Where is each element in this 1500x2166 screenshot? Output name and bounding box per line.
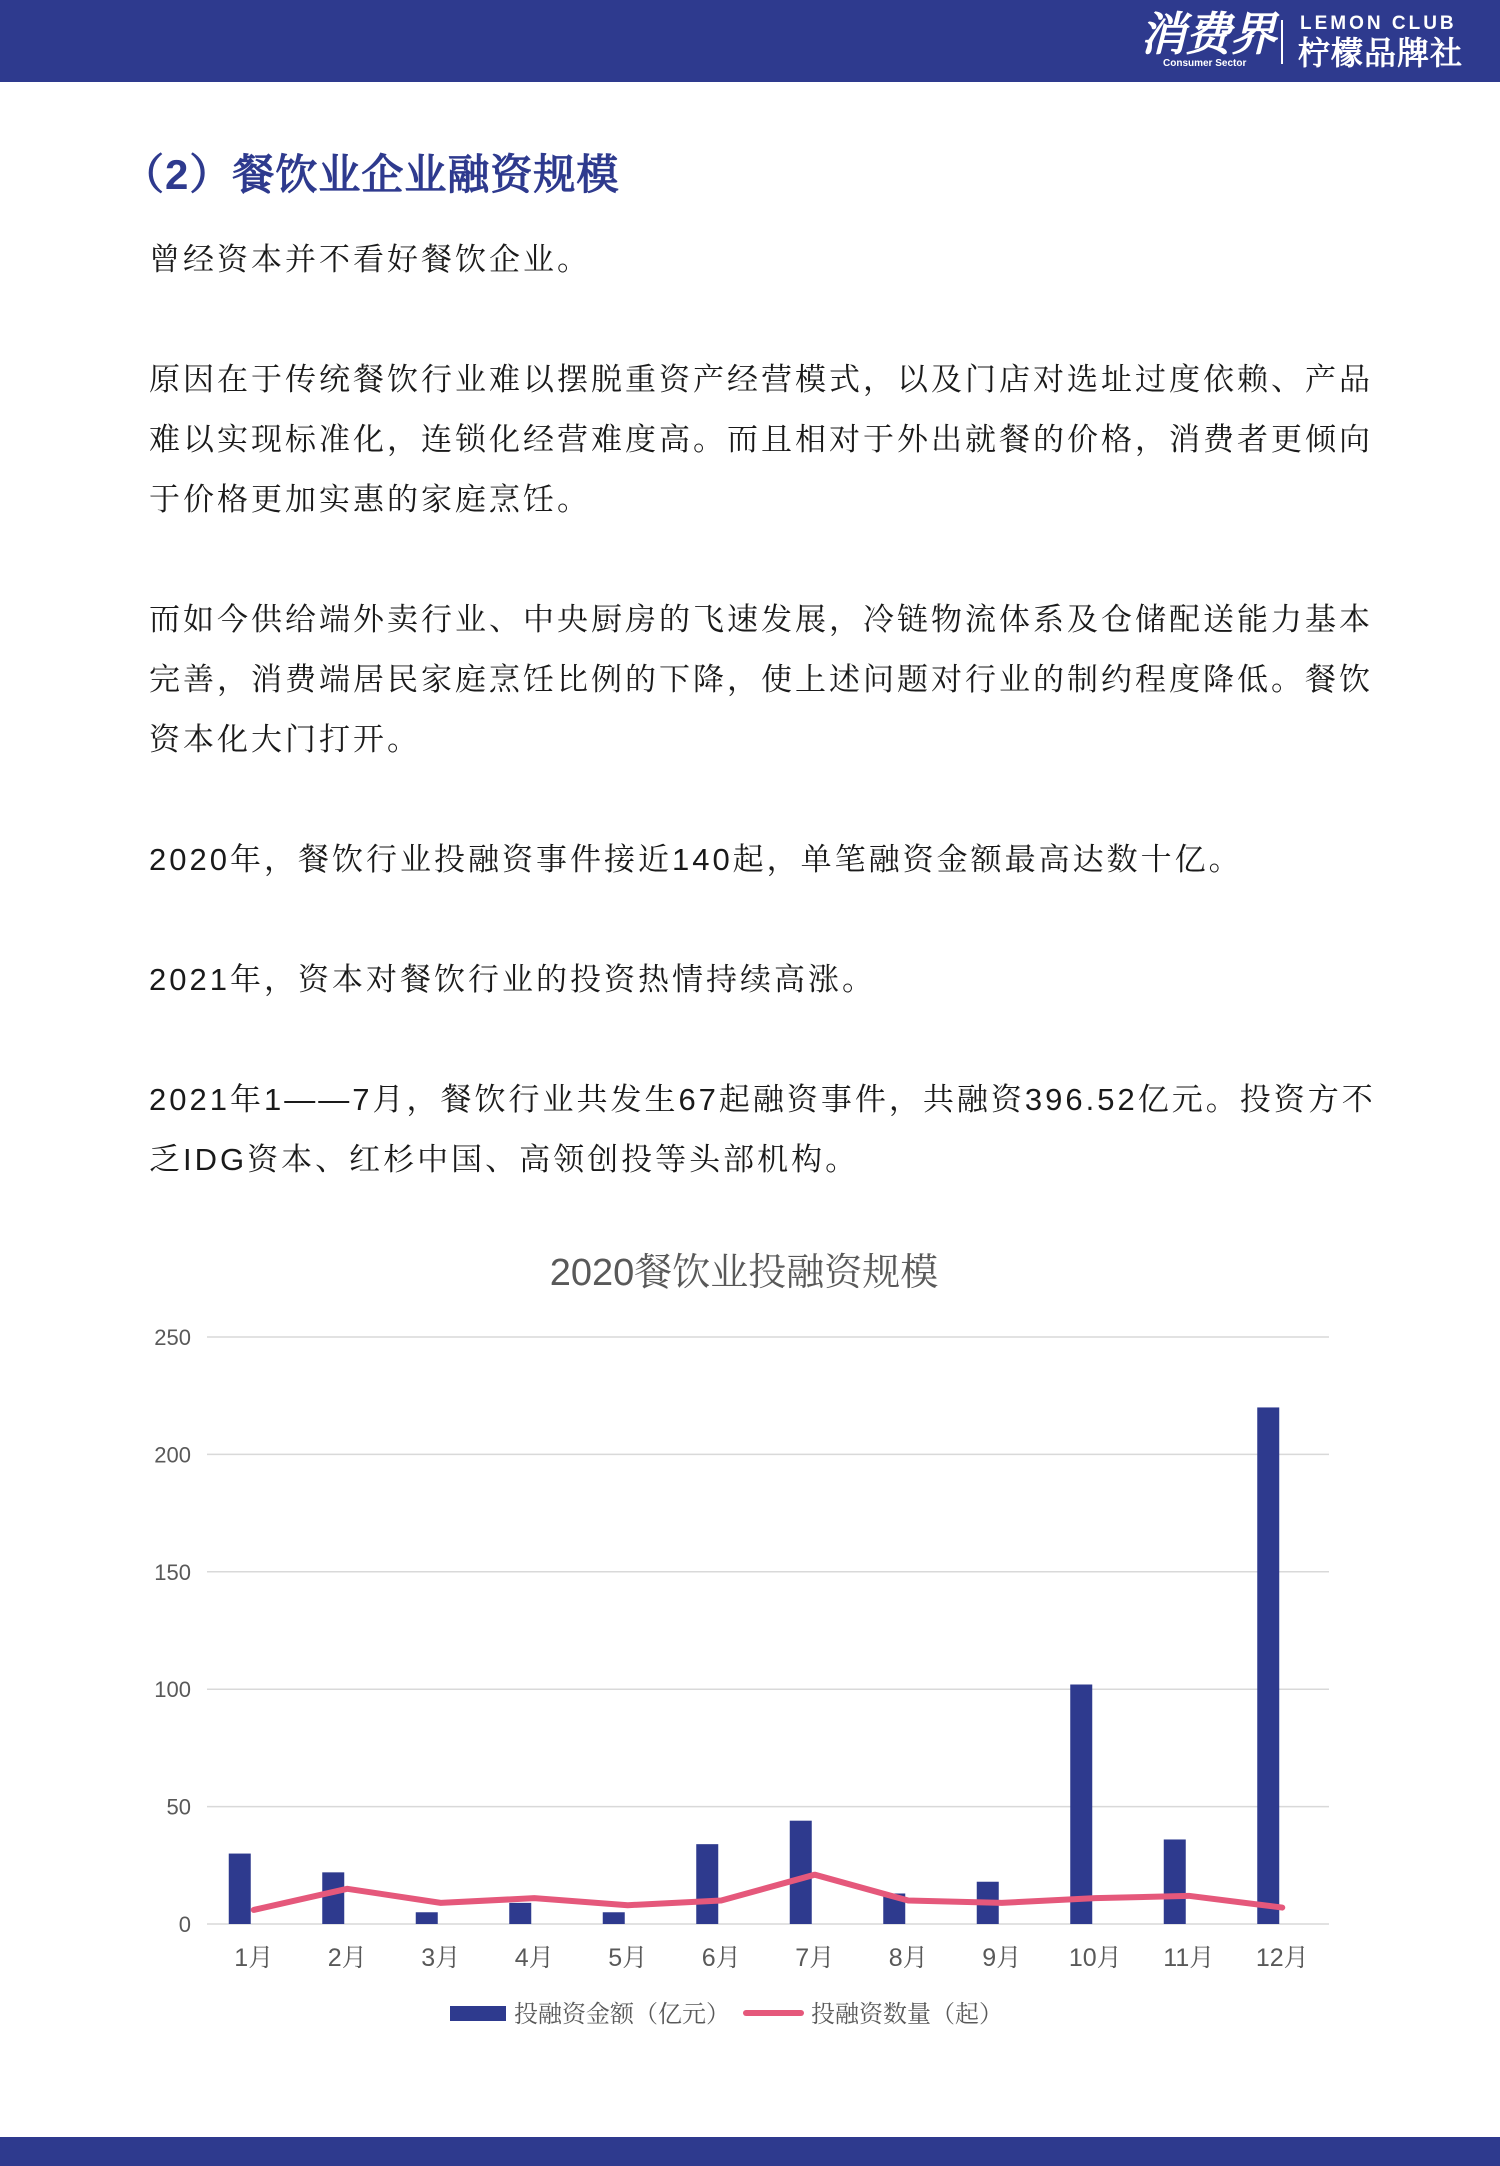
footer-bar <box>0 2137 1500 2166</box>
line-point-month-12 <box>1280 1905 1285 1910</box>
line-point-month-10 <box>1093 1896 1098 1901</box>
bar-month-10 <box>1070 1685 1092 1924</box>
text-line: 曾经资本并不看好餐饮企业。 <box>149 242 591 277</box>
lemon-club-en: LEMON CLUB <box>1300 13 1457 34</box>
series-line-count <box>254 1875 1283 1910</box>
body-text <box>149 230 1399 1250</box>
x-tick-label: 7月 <box>795 1944 835 1972</box>
x-tick-label: 12月 <box>1255 1944 1309 1972</box>
line-point-month-3 <box>438 1900 443 1905</box>
legend-label-count: 投融资数量（起） <box>811 2001 1003 2028</box>
lemon-club-cn: 柠檬品牌社 <box>1298 35 1464 71</box>
x-tick-label: 11月 <box>1163 1944 1215 1972</box>
line-point-month-6 <box>719 1898 724 1903</box>
y-tick-label: 100 <box>154 1677 191 1703</box>
text-line: 乏IDG资本、红杉中国、高领创投等头部机构。 <box>149 1142 860 1177</box>
bar-month-7 <box>790 1821 812 1924</box>
logo-divider <box>1281 20 1283 64</box>
text-line: 资本化大门打开。 <box>149 722 421 757</box>
line-point-month-4 <box>532 1896 537 1901</box>
text-line: 完善，消费端居民家庭烹饪比例的下降，使上述问题对行业的制约程度降低。餐饮 <box>149 662 1373 697</box>
bar-month-12 <box>1257 1407 1279 1924</box>
bar-month-5 <box>603 1912 625 1924</box>
y-tick-label: 250 <box>154 1325 191 1350</box>
paragraph-4 <box>149 830 1399 890</box>
line-point-month-5 <box>625 1903 630 1908</box>
line-point-month-1 <box>251 1907 256 1912</box>
paragraph-2 <box>149 350 1399 530</box>
bar-series-amount <box>229 1407 1280 1924</box>
line-point-month-2 <box>345 1886 350 1891</box>
x-tick-label: 10月 <box>1068 1944 1122 1972</box>
text-line: 而如今供给端外卖行业、中央厨房的飞速发展，冷链物流体系及仓储配送能力基本 <box>149 602 1373 637</box>
line-point-month-7 <box>812 1872 817 1877</box>
paragraph-1 <box>149 230 1399 290</box>
text-line: 2020年，餐饮行业投融资事件接近140起，单笔融资金额最高达数十亿。 <box>149 842 1243 877</box>
header-bar <box>0 0 1500 82</box>
line-point-month-9 <box>999 1900 1004 1905</box>
x-axis-labels <box>234 1944 1308 1972</box>
logo-consumer-sector-en: Consumer Sector <box>1163 58 1247 69</box>
x-tick-label: 4月 <box>514 1944 554 1972</box>
bar-month-2 <box>322 1872 344 1924</box>
text-line: 2021年，资本对餐饮行业的投资热情持续高涨。 <box>149 962 876 997</box>
line-series-count <box>251 1872 1285 1912</box>
logo-consumer-sector-cn: 消费界 <box>1140 7 1275 61</box>
legend-swatch-amount <box>450 2006 506 2021</box>
x-tick-label: 8月 <box>888 1944 928 1972</box>
gridlines <box>154 1325 1329 1937</box>
bar-month-11 <box>1164 1839 1186 1924</box>
x-tick-label: 9月 <box>982 1944 1022 1972</box>
text-line: 原因在于传统餐饮行业难以摆脱重资产经营模式，以及门店对选址过度依赖、产品 <box>149 362 1373 397</box>
bar-month-1 <box>229 1854 251 1924</box>
text-line: 难以实现标准化，连锁化经营难度高。而且相对于外出就餐的价格，消费者更倾向 <box>149 422 1373 457</box>
paragraph-5 <box>149 950 1399 1010</box>
y-tick-label: 50 <box>166 1794 191 1820</box>
text-line: 于价格更加实惠的家庭烹饪。 <box>149 482 591 517</box>
paragraph-6 <box>149 1070 1399 1190</box>
x-tick-label: 1月 <box>234 1944 274 1972</box>
legend <box>450 2001 1003 2028</box>
y-tick-label: 150 <box>154 1559 191 1585</box>
line-point-month-8 <box>906 1898 911 1903</box>
line-point-month-11 <box>1186 1893 1191 1898</box>
y-tick-label: 0 <box>178 1912 191 1937</box>
text-line: 2021年1——7月，餐饮行业共发生67起融资事件，共融资396.52亿元。投资方不 <box>149 1082 1376 1117</box>
funding-chart <box>0 1220 1500 2120</box>
paragraph-3 <box>149 590 1399 770</box>
bar-month-6 <box>696 1844 718 1924</box>
bar-month-3 <box>416 1912 438 1924</box>
y-tick-label: 200 <box>154 1442 191 1468</box>
x-tick-label: 6月 <box>701 1944 741 1972</box>
x-tick-label: 5月 <box>608 1944 648 1972</box>
section-title: （2）餐饮业企业融资规模 <box>122 151 620 198</box>
legend-label-amount: 投融资金额（亿元） <box>514 2001 730 2028</box>
x-tick-label: 3月 <box>421 1944 461 1972</box>
x-tick-label: 2月 <box>327 1944 367 1972</box>
chart-title: 2020餐饮业投融资规模 <box>549 1252 939 1294</box>
bar-month-4 <box>509 1903 531 1924</box>
